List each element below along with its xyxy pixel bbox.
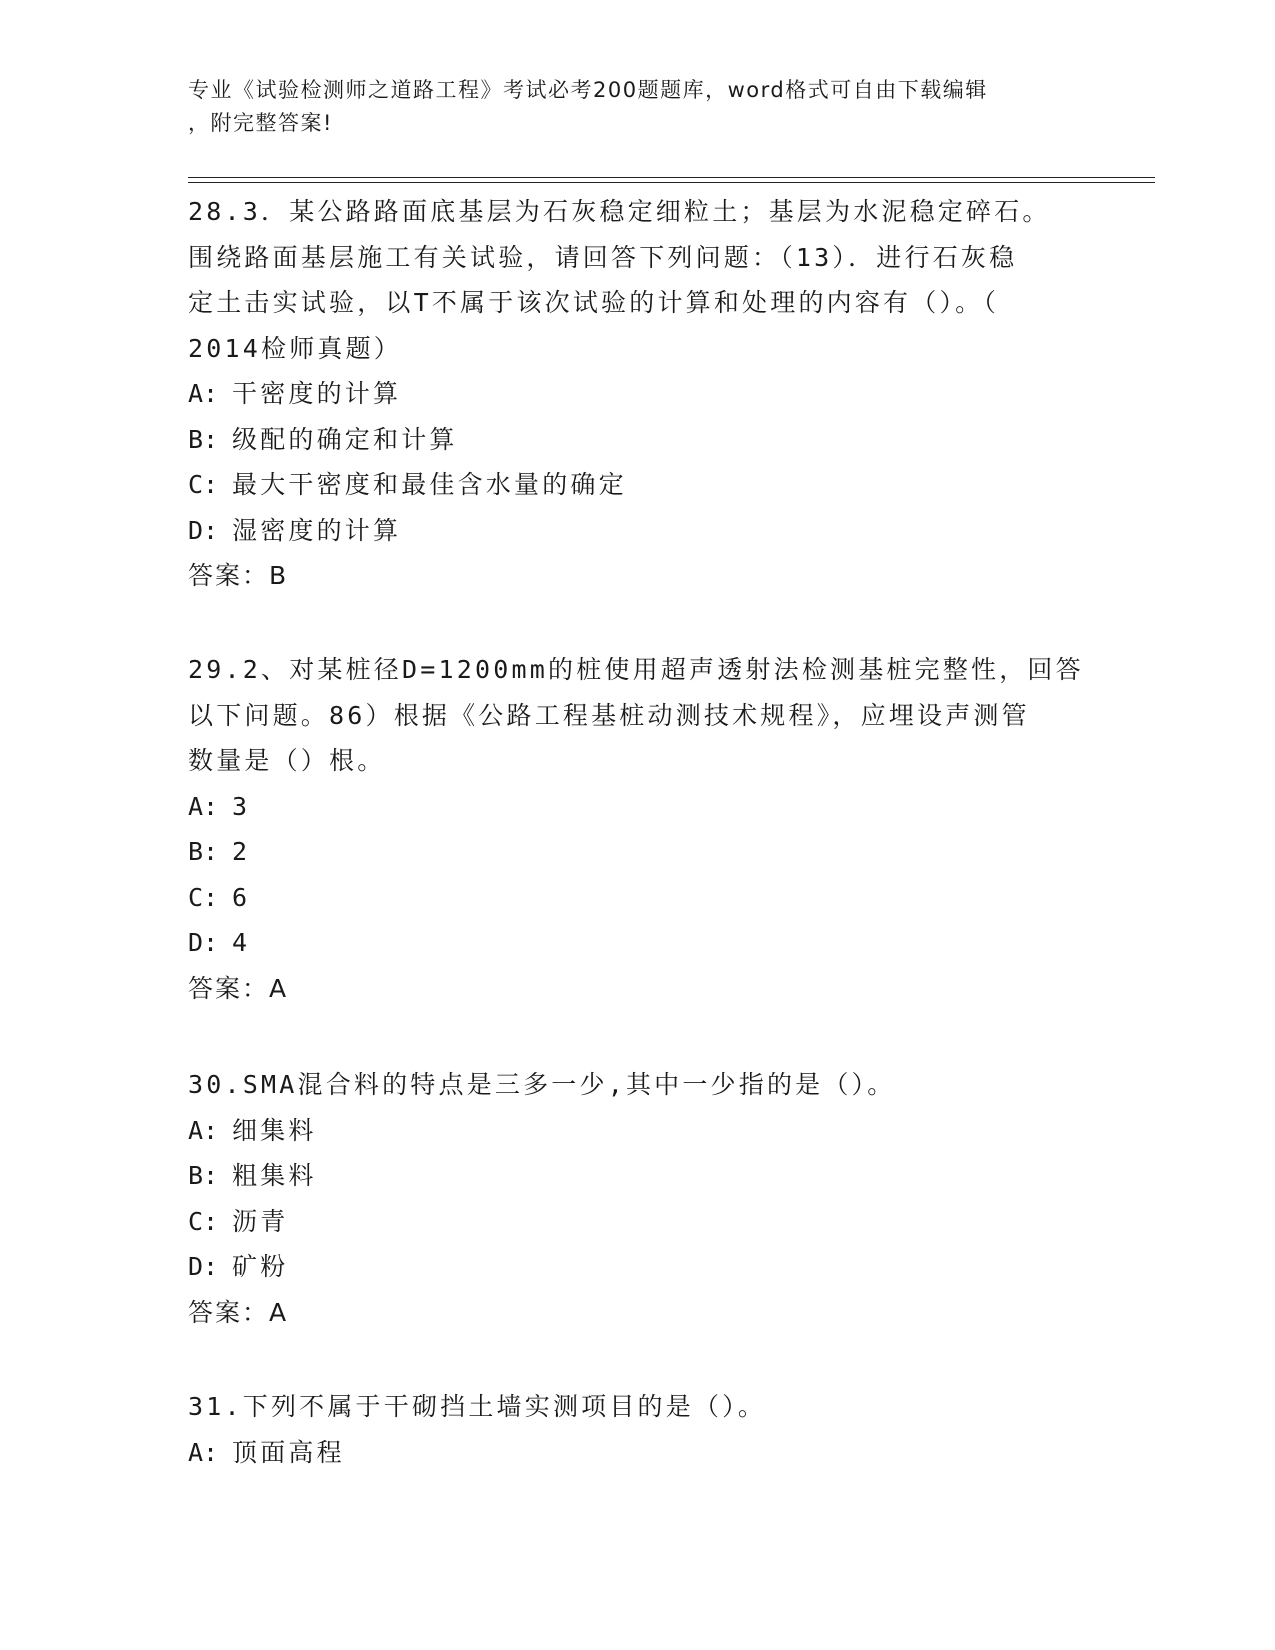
- option-b: [188, 829, 1088, 875]
- question-stem-line: 以下问题。86）根据《公路工程基桩动测技术规程》，应埋设声测管: [188, 700, 1030, 730]
- option-key: A:: [188, 379, 219, 408]
- question-stem-line: 数量是（）根。: [188, 746, 386, 775]
- option-key: A:: [188, 1437, 219, 1467]
- option-b: [188, 1153, 1088, 1199]
- question-stem-line: 围绕路面基层施工有关试验，请回答下列问题：（13）．进行石灰稳: [188, 242, 1018, 272]
- option-text: 细集料: [232, 1115, 317, 1145]
- option-d: [188, 920, 1088, 966]
- option-a: [188, 1108, 1088, 1154]
- option-text: 沥青: [232, 1206, 289, 1236]
- option-a: [188, 784, 1088, 830]
- question-29: [188, 647, 1088, 1011]
- option-c: [188, 1199, 1088, 1245]
- option-text: 2: [232, 837, 251, 866]
- option-key: C:: [188, 470, 219, 499]
- question-stem-line: 定土击实试验，以T不属于该次试验的计算和处理的内容有（）。（: [188, 288, 1000, 317]
- option-key: D:: [188, 928, 219, 957]
- option-key: A:: [188, 791, 219, 821]
- header-divider-top: [188, 177, 1155, 178]
- header-divider-bottom: [188, 182, 1155, 183]
- option-text: 粗集料: [232, 1161, 317, 1190]
- question-31: [188, 1384, 1088, 1475]
- option-d: [188, 1244, 1088, 1290]
- question-28: [188, 189, 1088, 599]
- option-text: 最大干密度和最佳含水量的确定: [232, 470, 627, 499]
- option-text: 3: [232, 791, 251, 821]
- header-line-1: 专业《试验检测师之道路工程》考试必考200题题库，word格式可自由下载编辑: [188, 78, 988, 102]
- option-text: 干密度的计算: [232, 379, 402, 408]
- option-key: D:: [188, 1252, 219, 1281]
- option-key: B:: [188, 837, 219, 866]
- document-header: [188, 74, 1088, 140]
- answer-line: 答案：A: [188, 973, 289, 1003]
- option-c: [188, 875, 1088, 921]
- question-stem-line: 28.3．某公路路面底基层为石灰稳定细粒土；基层为水泥稳定碎石。: [188, 197, 1051, 226]
- question-stem-line: 31.下列不属于干砌挡土墙实测项目的是（）。: [188, 1392, 767, 1421]
- answer-line: 答案：A: [188, 1297, 289, 1327]
- option-text: 4: [232, 928, 251, 957]
- question-stem-line: 29.2、对某桩径D=1200mm的桩使用超声透射法检测基桩完整性，回答: [188, 655, 1084, 684]
- option-key: A:: [188, 1115, 219, 1145]
- option-key: B:: [188, 1161, 219, 1190]
- option-key: C:: [188, 1206, 219, 1236]
- answer-line: 答案：B: [188, 561, 289, 590]
- option-c: [188, 462, 1088, 508]
- option-b: [188, 417, 1088, 463]
- option-text: 矿粉: [232, 1252, 289, 1281]
- question-stem-line: 2014检师真题）: [188, 333, 403, 363]
- option-key: D:: [188, 515, 219, 545]
- header-line-2: ，附完整答案!: [188, 111, 333, 135]
- option-text: 顶面高程: [232, 1437, 345, 1467]
- question-30: [188, 1062, 1088, 1335]
- question-stem-line: 30.SMA混合料的特点是三多一少,其中一少指的是（）。: [188, 1070, 896, 1099]
- option-text: 湿密度的计算: [232, 515, 402, 545]
- option-d: [188, 508, 1088, 554]
- option-a: [188, 371, 1088, 417]
- option-key: C:: [188, 882, 219, 912]
- option-a: [188, 1430, 1088, 1476]
- option-text: 级配的确定和计算: [232, 424, 458, 454]
- option-key: B:: [188, 424, 219, 454]
- option-text: 6: [232, 882, 251, 912]
